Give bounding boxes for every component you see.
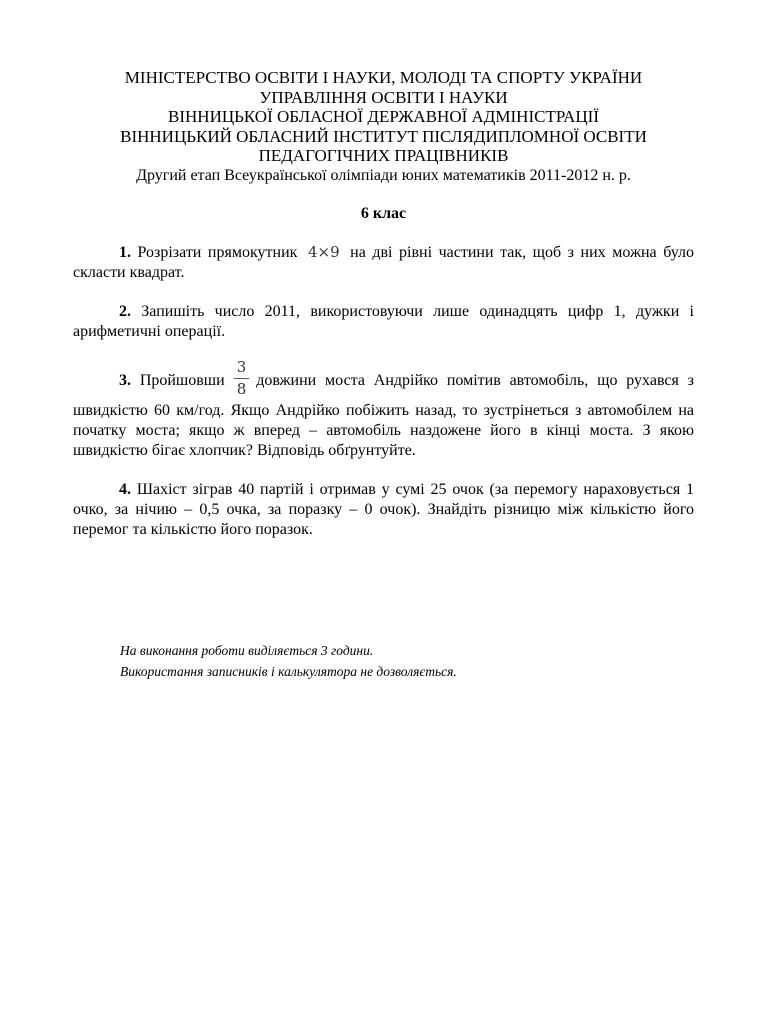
problem-text: довжини моста Андрійко помітив автомобіль, що рухався з швидкістю 60 км/год. Якщо Андрійко побіжить назад, то зустрінеться з автомобілем на початку моста; якщо ж вперед – автомобіль наздожене його в кінці моста. З якою швидкістю бігає хлопчик? Відповідь обґрунтуйте. [73,372,695,459]
fraction-numerator: 3 [234,359,250,379]
problem-1 [73,242,694,283]
header-line-administration: ВІННИЦЬКОЇ ОБЛАСНОЇ ДЕРЖАВНОЇ АДМІНІСТРАЦІЇ [168,107,599,127]
header-line-department: УПРАВЛІННЯ ОСВІТИ І НАУКИ [259,87,508,107]
problem-number: 2. [119,302,131,320]
grade-title: 6 клас [360,204,407,222]
problem-2 [73,302,694,342]
problem-text: на дві рівні частини так, щоб з них можна було скласти квадрат. [73,243,695,281]
problem-4 [73,480,694,540]
header-line-workers: ПЕДАГОГІЧНИХ ПРАЦІВНИКІВ [258,146,509,166]
fraction-denominator: 8 [236,379,247,398]
document-page [73,68,694,540]
note-no-calculators: Використання записників і калькулятора не дозволяється. [120,664,457,679]
math-expression: 4×9 [307,242,340,261]
problem-text: Шахіст зіграв 40 партій і отримав у сумі 25 очок (за перемогу нараховується 1 очко, за нічию – 0,5 очка, за поразку – 0 очок). Знайдіть різницю між кількістю його перемог та кількістю його поразок. [73,480,694,538]
problem-text: Розрізати прямокутник [131,243,298,261]
problem-text: Пройшовши [131,372,225,390]
header-line-ministry: МІНІСТЕРСТВО ОСВІТИ І НАУКИ, МОЛОДІ ТА СПОРТУ УКРАЇНИ [124,68,643,87]
problem-text: Запишіть число 2011, використовуючи лише одинадцять цифр 1, дужки і арифметичні операції. [73,302,694,340]
note-time-limit: На виконання роботи виділяється 3 години. [120,643,374,658]
fraction [234,359,250,398]
exam-notes [120,640,457,682]
olympiad-subtitle: Другий етап Всеукраїнської олімпіади юних математиків 2011-2012 н. р. [136,166,631,184]
problem-3 [73,357,695,461]
document-header [73,68,694,166]
problem-number: 3. [119,372,131,390]
problem-number: 4. [119,480,131,498]
problem-number: 1. [119,243,131,261]
header-line-institute: ВІННИЦЬКИЙ ОБЛАСНИЙ ІНСТИТУТ ПІСЛЯДИПЛОМНОЇ ОСВІТИ [120,126,647,146]
